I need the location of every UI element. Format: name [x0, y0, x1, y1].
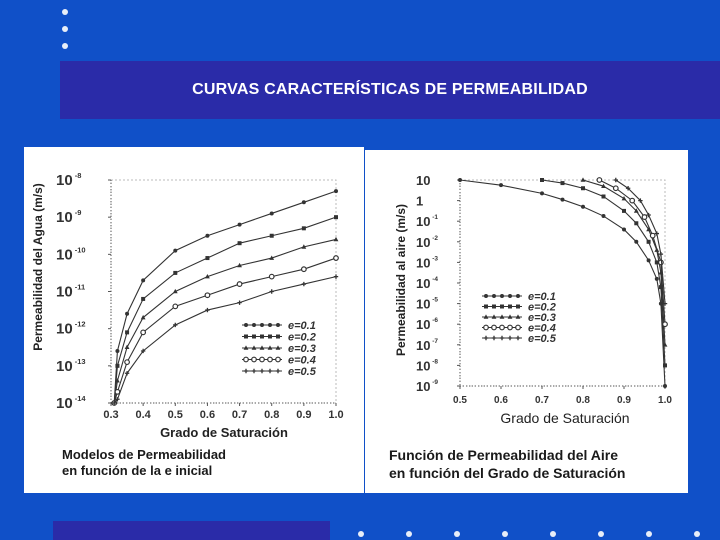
data-point: [270, 211, 274, 215]
data-point: [458, 178, 462, 182]
data-point: [647, 258, 651, 262]
data-point: [238, 241, 242, 245]
legend-marker: [244, 357, 249, 362]
x-tick-label: 0.8: [264, 409, 280, 421]
y-tick-label: 10: [416, 296, 431, 312]
data-point: [125, 330, 129, 334]
legend-marker: [268, 357, 273, 362]
x-tick-label: 1.0: [658, 395, 672, 406]
y-tick-label: 10: [56, 246, 73, 264]
water-permeability-panel: [24, 147, 364, 493]
title-bar: [60, 61, 720, 119]
legend-marker: [508, 294, 512, 298]
x-tick-label: 0.4: [135, 409, 151, 421]
data-point: [125, 312, 129, 316]
data-point: [630, 198, 635, 203]
y-tick-label: 1: [416, 193, 424, 209]
series-line: [583, 180, 665, 345]
data-point: [663, 363, 667, 367]
legend-marker: [484, 305, 488, 309]
caption-line: en función de la e inicial: [62, 463, 213, 478]
legend-marker: [500, 294, 504, 298]
y-tick-label: 10: [416, 234, 431, 250]
y-tick-exponent: -9: [432, 379, 439, 386]
legend-marker: [508, 325, 513, 330]
legend-marker: [276, 323, 280, 327]
caption-line: Función de Permeabilidad del Aire: [389, 447, 618, 463]
data-point: [655, 277, 659, 281]
data-point: [125, 345, 130, 349]
y-tick-exponent: -8: [432, 358, 439, 366]
data-point: [663, 384, 667, 388]
data-point: [581, 186, 585, 190]
water-permeability-chart: [24, 147, 364, 493]
data-point: [302, 200, 306, 204]
legend-marker: [276, 335, 280, 339]
caption-line: Modelos de Permeabilidad: [62, 447, 226, 462]
bullet-dot: [406, 531, 412, 537]
data-point: [602, 194, 606, 198]
air-permeability-panel: [365, 150, 688, 493]
legend-marker: [260, 369, 264, 373]
x-axis-label: Grado de Saturación: [500, 410, 630, 426]
legend-marker: [500, 336, 504, 340]
data-point: [614, 186, 619, 191]
legend-marker: [516, 336, 520, 340]
legend-marker: [508, 305, 512, 309]
y-tick-label: 10: [56, 172, 73, 189]
data-point: [302, 282, 306, 286]
x-axis-label: Grado de Saturación: [160, 425, 288, 440]
y-tick-exponent: -4: [432, 276, 439, 283]
y-tick-label: 10: [56, 320, 73, 338]
y-tick-label: 10: [416, 317, 431, 333]
legend-label: e=0.2: [528, 301, 556, 314]
data-point: [581, 205, 585, 209]
legend-label: e=0.3: [528, 312, 556, 324]
y-tick-label: 10: [56, 209, 73, 227]
y-tick-label: 10: [416, 358, 431, 374]
series-line: [542, 180, 665, 365]
legend-marker: [244, 335, 248, 339]
data-point: [602, 214, 606, 218]
x-tick-label: 0.5: [167, 409, 183, 421]
x-tick-label: 0.5: [453, 395, 467, 406]
legend-marker: [484, 325, 489, 330]
data-point: [141, 330, 146, 335]
data-point: [499, 183, 503, 187]
legend-marker: [500, 305, 504, 309]
y-tick-label: 10: [416, 379, 431, 394]
y-tick-label: 10: [416, 214, 431, 230]
legend-label: e=0.1: [528, 291, 556, 303]
bullet-dot: [502, 531, 508, 537]
legend-marker: [492, 305, 496, 309]
y-tick-label: 10: [416, 276, 431, 291]
legend-marker: [268, 323, 272, 327]
bullet-dot: [598, 531, 604, 537]
data-point: [302, 226, 306, 230]
data-point: [205, 293, 210, 298]
data-point: [642, 215, 647, 220]
data-point: [115, 364, 119, 368]
legend: [482, 291, 557, 345]
x-tick-label: 0.9: [296, 409, 312, 421]
data-point: [173, 304, 178, 309]
chart-caption: [389, 446, 625, 482]
legend-label: e=0.4: [288, 354, 316, 367]
y-tick-exponent: -13: [74, 356, 86, 366]
x-tick-label: 0.3: [103, 409, 119, 421]
data-point: [115, 349, 119, 353]
legend-marker: [252, 369, 256, 373]
y-tick-label: 10: [416, 337, 431, 353]
legend-marker: [492, 336, 496, 340]
legend-label: e=0.4: [528, 322, 556, 335]
data-point: [141, 297, 145, 301]
data-point: [205, 308, 209, 312]
legend-marker: [260, 357, 265, 362]
legend-marker: [268, 335, 272, 339]
chart-caption: [62, 447, 226, 479]
y-tick-exponent: -2: [432, 234, 439, 242]
x-tick-label: 0.7: [231, 409, 248, 421]
legend-label: e=0.5: [528, 333, 556, 345]
data-point: [269, 274, 274, 279]
legend-marker: [252, 323, 256, 327]
legend-marker: [484, 294, 488, 298]
legend-marker: [244, 369, 248, 373]
legend-marker: [492, 294, 496, 298]
data-point: [334, 256, 339, 261]
data-point: [540, 178, 544, 182]
bullet-dot: [646, 531, 652, 537]
y-tick-exponent: -7: [432, 337, 439, 345]
data-point: [237, 282, 242, 287]
data-point: [334, 274, 338, 278]
data-point: [334, 237, 339, 241]
data-point: [597, 178, 602, 183]
y-tick-exponent: -3: [432, 255, 439, 263]
bullet-dot: [62, 26, 68, 32]
y-tick-exponent: -9: [74, 208, 82, 218]
legend-marker: [516, 325, 521, 330]
data-point: [238, 223, 242, 227]
data-point: [634, 240, 638, 244]
legend-marker: [276, 357, 281, 362]
bullet-dot: [62, 9, 68, 15]
data-point: [540, 191, 544, 195]
plot-area: [416, 173, 672, 406]
data-point: [663, 322, 668, 327]
bullet-dot: [62, 43, 68, 49]
y-axis-label: Permeabilidad del Agua (m/s): [31, 183, 45, 351]
bullet-dot: [550, 531, 556, 537]
legend-marker: [492, 325, 497, 330]
y-tick-label: 10: [416, 255, 431, 271]
data-point: [205, 256, 209, 260]
x-tick-label: 0.7: [535, 395, 549, 406]
footer-bar: [53, 521, 330, 540]
data-point: [334, 215, 338, 219]
legend-marker: [500, 325, 505, 330]
legend-marker: [508, 336, 512, 340]
data-point: [270, 289, 274, 293]
y-tick-label: 10: [416, 173, 431, 188]
plot-frame: [460, 180, 665, 386]
legend-marker: [516, 305, 520, 309]
y-tick-label: 10: [56, 357, 73, 375]
y-tick-exponent: -11: [74, 282, 86, 292]
caption-line: en función del Grado de Saturación: [389, 465, 626, 481]
data-point: [561, 181, 565, 185]
y-tick-exponent: -10: [74, 245, 86, 255]
data-point: [237, 300, 241, 304]
bullet-dot: [454, 531, 460, 537]
data-point: [650, 233, 655, 238]
legend-marker: [252, 357, 257, 362]
data-point: [302, 267, 307, 272]
legend: [242, 320, 317, 378]
y-tick-exponent: -5: [432, 296, 439, 304]
slide-title: CURVAS CARACTERÍSTICAS DE PERMEABILIDAD: [192, 81, 588, 98]
legend-label: e=0.1: [288, 320, 316, 332]
series-e=0.3: [581, 177, 668, 346]
plot-area: [56, 171, 344, 421]
data-point: [125, 360, 130, 365]
legend-label: e=0.3: [288, 343, 316, 355]
legend-marker: [516, 294, 520, 298]
y-axis-label: Permeabilidad al aire (m/s): [394, 203, 408, 357]
y-tick-exponent: -12: [74, 319, 86, 329]
legend-label: e=0.5: [288, 366, 316, 378]
data-point: [622, 209, 626, 213]
x-tick-label: 0.9: [617, 395, 631, 406]
bullet-dot: [694, 531, 700, 537]
bullet-dot: [358, 531, 364, 537]
y-tick-exponent: -8: [74, 171, 82, 180]
legend-marker: [484, 336, 488, 340]
data-point: [634, 221, 638, 225]
y-tick-exponent: -14: [74, 394, 86, 403]
data-point: [173, 271, 177, 275]
series-line: [460, 180, 665, 386]
y-tick-label: 10: [56, 283, 73, 301]
legend-marker: [252, 335, 256, 339]
data-point: [647, 240, 651, 244]
legend-marker: [260, 323, 264, 327]
data-point: [334, 189, 338, 193]
y-tick-exponent: -1: [432, 214, 439, 222]
legend-marker: [276, 369, 280, 373]
legend-marker: [244, 323, 248, 327]
data-point: [270, 234, 274, 238]
legend-marker: [268, 369, 272, 373]
x-tick-label: 1.0: [328, 409, 344, 421]
legend-label: e=0.2: [288, 331, 316, 344]
legend-marker: [260, 335, 264, 339]
x-tick-label: 0.6: [494, 395, 508, 406]
data-point: [173, 249, 177, 253]
y-tick-label: 10: [56, 395, 73, 412]
data-point: [141, 278, 145, 282]
x-tick-label: 0.6: [199, 409, 216, 421]
data-point: [622, 227, 626, 231]
x-tick-label: 0.8: [576, 395, 590, 406]
series-e=0.2: [540, 178, 667, 367]
y-tick-exponent: -6: [432, 317, 439, 325]
air-permeability-chart: [365, 150, 688, 493]
data-point: [561, 198, 565, 202]
data-point: [205, 234, 209, 238]
